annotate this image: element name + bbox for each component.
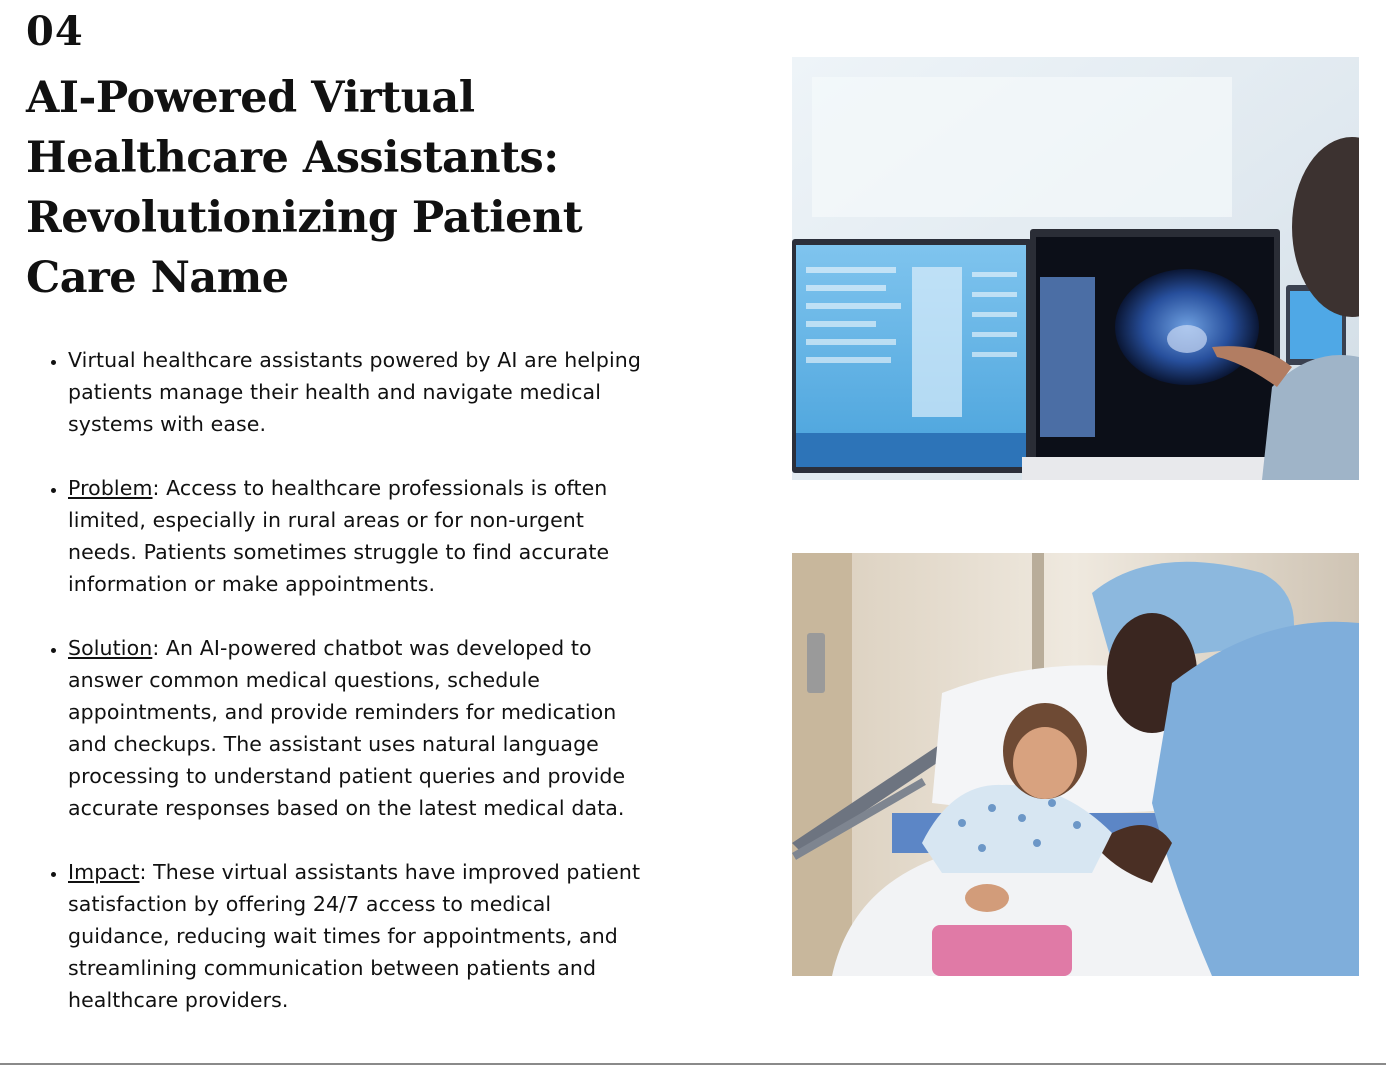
bullet-problem bbox=[68, 472, 646, 600]
bottom-divider bbox=[0, 1063, 1386, 1065]
bullet-impact bbox=[68, 856, 646, 1016]
bullet-text: : An AI-powered chatbot was developed to answer common medical questions, schedule appointments, and provide reminders for medication and checkups. The assistant uses natural language processing to understand patient queries and provide accurate responses based on the latest medical data. bbox=[68, 636, 626, 820]
page-number: 04 bbox=[26, 8, 84, 55]
bullet-term-problem: Problem bbox=[68, 476, 153, 500]
hospital-bed-child-photo bbox=[792, 553, 1359, 976]
bullet-term-impact: Impact bbox=[68, 860, 140, 884]
bullet-text: : Access to healthcare professionals is often limited, especially in rural areas or for non-urgent needs. Patients sometimes struggle to find accurate information or make appointments. bbox=[68, 476, 610, 596]
bullet-solution bbox=[68, 632, 646, 824]
bullet-intro bbox=[68, 344, 646, 440]
bullet-list bbox=[26, 344, 646, 1016]
page-title: AI-Powered Virtual Healthcare Assistants: Revolutionizing Patient Care Name bbox=[26, 73, 583, 303]
bullet-text: Virtual healthcare assistants powered by AI are helping patients manage their health and navigate medical systems with ease. bbox=[68, 348, 641, 436]
medical-monitors-photo bbox=[792, 57, 1359, 480]
bullet-term-solution: Solution bbox=[68, 636, 153, 660]
bullet-text: : These virtual assistants have improved patient satisfaction by offering 24/7 access to medical guidance, reducing wait times for appointments, and streamlining communication between patients and healthcare providers. bbox=[68, 860, 641, 1012]
